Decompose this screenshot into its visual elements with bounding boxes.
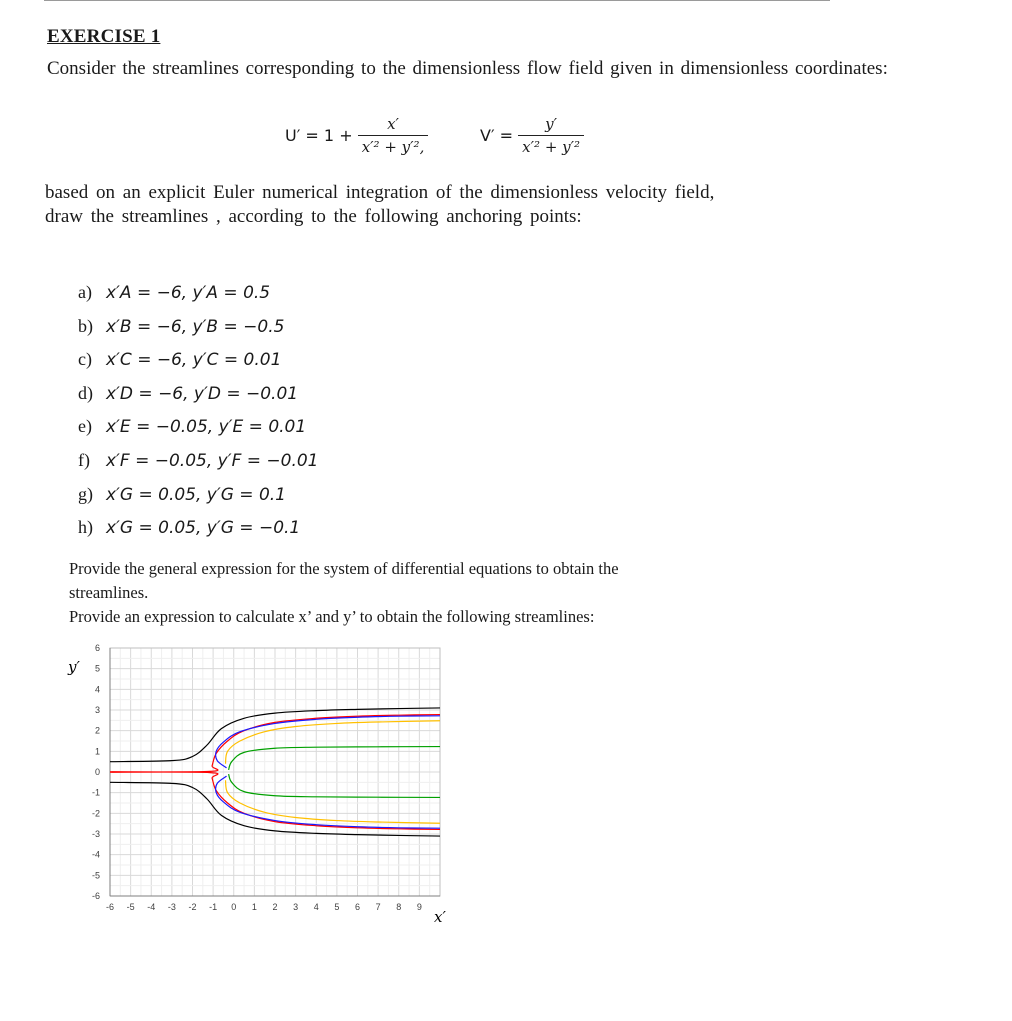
v-denominator: x′² + y′²	[522, 138, 581, 156]
y-axis-label: y′	[68, 658, 80, 676]
x-tick-label: -2	[188, 902, 197, 912]
x-tick-label: 1	[251, 902, 257, 912]
y-tick-label: -2	[91, 808, 100, 819]
method-line-2: draw the streamlines , according to the following anchoring points:	[45, 206, 582, 227]
y-tick-label: -6	[91, 891, 100, 901]
anchor-item: f) x′F = −0.05, y′F = −0.01	[78, 449, 319, 471]
streamline-series	[229, 774, 440, 797]
y-tick-label: 2	[94, 725, 100, 736]
x-tick-label: 7	[375, 902, 381, 912]
anchor-item: h) x′G = 0.05, y′G = −0.1	[78, 517, 301, 539]
v-equation	[480, 115, 584, 156]
v-fraction	[518, 115, 584, 156]
u-equation	[285, 115, 428, 156]
u-equation-lhs: U′ = 1 +	[285, 126, 353, 145]
y-tick-label: 1	[94, 746, 100, 757]
exercise-heading: EXERCISE 1	[47, 26, 161, 47]
x-tick-label: 9	[416, 902, 422, 912]
x-tick-label: 5	[334, 902, 340, 912]
x-tick-label: -4	[147, 902, 156, 912]
anchor-item: a) x′A = −6, y′A = 0.5	[78, 282, 271, 303]
anchor-item: c) x′C = −6, y′C = 0.01	[78, 349, 282, 371]
y-tick-label: -3	[91, 829, 100, 839]
anchor-item: d) x′D = −6, y′D = −0.01	[78, 382, 299, 404]
y-tick-label: 0	[94, 767, 100, 777]
x-tick-label: 4	[313, 902, 319, 912]
y-tick-label: 5	[94, 663, 100, 674]
x-tick-label: -6	[105, 902, 115, 912]
method-line-1: based on an explicit Euler numerical integration of the dimensionless velocity field,	[45, 182, 715, 203]
x-tick-label: -5	[126, 902, 135, 912]
chart-tick-labels	[92, 643, 422, 912]
u-numerator: x′	[358, 115, 429, 136]
y-tick-label: 3	[94, 705, 100, 715]
x-tick-label: -1	[209, 902, 218, 912]
x-axis-label: x′	[434, 908, 446, 926]
anchor-item: e) x′E = −0.05, y′E = 0.01	[78, 416, 307, 438]
top-rule	[44, 0, 830, 1]
u-fraction	[358, 115, 429, 156]
x-tick-label: 3	[293, 902, 299, 912]
x-tick-label: 6	[354, 902, 361, 912]
anchor-item: b) x′B = −6, y′B = −0.5	[78, 315, 285, 337]
y-tick-label: 4	[94, 684, 100, 695]
v-numerator: y′	[518, 115, 584, 136]
task1-line-1: Provide the general expression for the system of differential equations to obtain the	[69, 559, 619, 578]
v-equation-lhs: V′ =	[480, 126, 514, 145]
streamline-series	[229, 747, 440, 770]
y-tick-label: -4	[91, 849, 100, 860]
task1-line-2: streamlines.	[69, 583, 149, 602]
x-tick-label: 0	[231, 902, 237, 912]
streamline-chart	[60, 636, 480, 936]
x-tick-label: 2	[272, 902, 278, 912]
anchor-point-list	[78, 280, 319, 549]
x-tick-label: -3	[167, 902, 176, 912]
u-denominator: x′² + y′²,	[361, 138, 425, 156]
x-tick-label: 8	[396, 902, 402, 912]
y-tick-label: -5	[91, 870, 100, 881]
task2-text: Provide an expression to calculate x’ and y’ to obtain the following streamlines:	[69, 607, 595, 626]
y-tick-label: -1	[91, 787, 100, 798]
intro-text: Consider the streamlines corresponding to the dimensionless flow field given in dimensionless coordinates:	[47, 58, 888, 79]
anchor-item: g) x′G = 0.05, y′G = 0.1	[78, 483, 286, 505]
y-tick-label: 6	[94, 643, 100, 653]
